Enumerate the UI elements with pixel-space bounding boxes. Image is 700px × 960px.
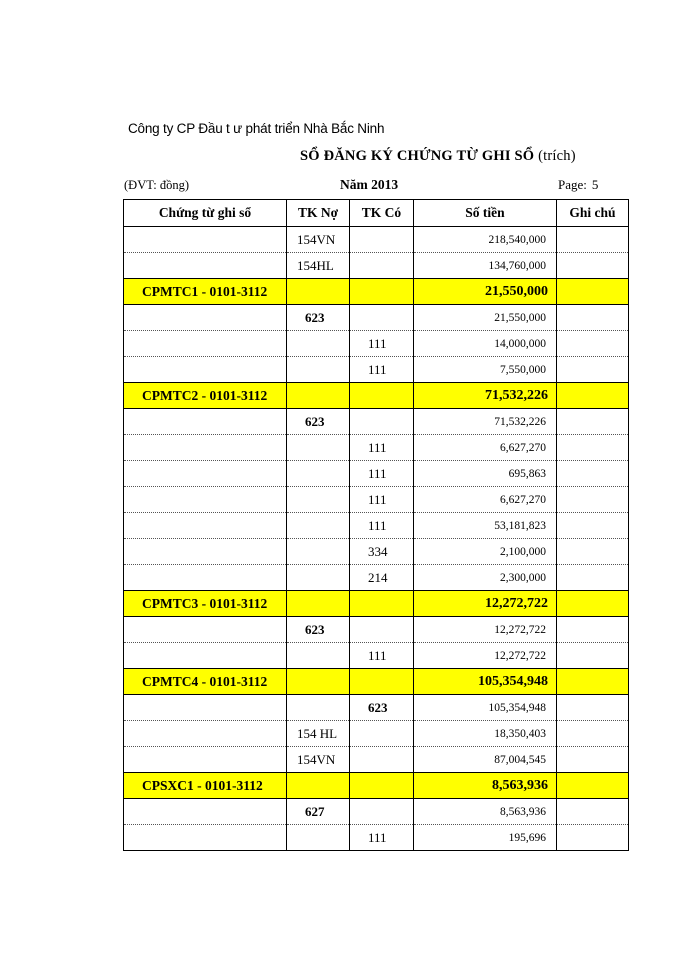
note-cell (557, 331, 629, 357)
currency-unit: (ĐVT: đồng) (124, 178, 189, 192)
page-indicator (558, 177, 598, 193)
debit-account-cell (287, 461, 350, 487)
voucher-register-table (123, 199, 629, 851)
credit-account-cell: 214 (350, 565, 414, 591)
amount-cell: 12,272,722 (414, 643, 557, 669)
credit-account-cell (350, 409, 414, 435)
amount-cell: 14,000,000 (414, 331, 557, 357)
credit-account-cell: 111 (350, 487, 414, 513)
debit-account-cell (287, 825, 350, 851)
voucher-cell (124, 513, 287, 539)
table-row (124, 487, 629, 513)
voucher-group-row (124, 773, 629, 799)
credit-account-cell: 111 (350, 331, 414, 357)
debit-account-cell: 154VN (287, 747, 350, 773)
note-cell (557, 409, 629, 435)
amount-cell: 8,563,936 (414, 799, 557, 825)
page-label: Page: (558, 177, 587, 192)
debit-account-cell (287, 487, 350, 513)
note-cell (557, 643, 629, 669)
table-row (124, 747, 629, 773)
credit-account-cell (350, 747, 414, 773)
table-row (124, 227, 629, 253)
debit-account-cell: 623 (287, 305, 350, 331)
debit-account-cell (287, 331, 350, 357)
voucher-cell (124, 331, 287, 357)
debit-account-cell (287, 695, 350, 721)
debit-account-cell: 154 HL (287, 721, 350, 747)
credit-account-cell (350, 253, 414, 279)
credit-account-cell (350, 799, 414, 825)
note-cell (557, 513, 629, 539)
table-row (124, 565, 629, 591)
column-header-credit-account: TK Có (350, 200, 414, 227)
voucher-cell (124, 539, 287, 565)
voucher-cell (124, 747, 287, 773)
amount-cell: 6,627,270 (414, 435, 557, 461)
note-cell (557, 747, 629, 773)
note-cell (557, 721, 629, 747)
amount-cell: 53,181,823 (414, 513, 557, 539)
voucher-cell: CPSXC1 - 0101-3112 (124, 773, 287, 799)
note-cell (557, 461, 629, 487)
note-cell (557, 799, 629, 825)
table-row (124, 721, 629, 747)
note-cell (557, 357, 629, 383)
amount-cell: 12,272,722 (414, 591, 557, 617)
voucher-cell (124, 253, 287, 279)
debit-account-cell (287, 513, 350, 539)
note-cell (557, 669, 629, 695)
table-row (124, 357, 629, 383)
credit-account-cell (350, 773, 414, 799)
debit-account-cell: 627 (287, 799, 350, 825)
voucher-cell (124, 695, 287, 721)
credit-account-cell: 111 (350, 357, 414, 383)
note-cell (557, 383, 629, 409)
voucher-cell: CPMTC2 - 0101-3112 (124, 383, 287, 409)
amount-cell: 695,863 (414, 461, 557, 487)
credit-account-cell (350, 617, 414, 643)
table-row (124, 461, 629, 487)
credit-account-cell (350, 669, 414, 695)
voucher-cell (124, 565, 287, 591)
amount-cell: 12,272,722 (414, 617, 557, 643)
amount-cell: 7,550,000 (414, 357, 557, 383)
voucher-cell (124, 825, 287, 851)
table-row (124, 643, 629, 669)
debit-account-cell: 623 (287, 617, 350, 643)
voucher-group-row (124, 383, 629, 409)
credit-account-cell (350, 591, 414, 617)
table-row (124, 305, 629, 331)
table-row (124, 513, 629, 539)
table-row (124, 695, 629, 721)
debit-account-cell (287, 357, 350, 383)
debit-account-cell: 623 (287, 409, 350, 435)
debit-account-cell (287, 669, 350, 695)
credit-account-cell (350, 279, 414, 305)
debit-account-cell (287, 591, 350, 617)
column-header-debit-account: TK Nợ (287, 200, 350, 227)
debit-account-cell (287, 435, 350, 461)
credit-account-cell (350, 305, 414, 331)
voucher-cell (124, 799, 287, 825)
company-name: Công ty CP Đầu t ư phát triển Nhà Bắc Ninh (128, 121, 385, 136)
voucher-group-row (124, 279, 629, 305)
voucher-cell (124, 461, 287, 487)
debit-account-cell (287, 539, 350, 565)
amount-cell: 87,004,545 (414, 747, 557, 773)
amount-cell: 71,532,226 (414, 383, 557, 409)
debit-account-cell: 154HL (287, 253, 350, 279)
table-header-row (124, 200, 629, 227)
table-row (124, 331, 629, 357)
debit-account-cell (287, 565, 350, 591)
note-cell (557, 773, 629, 799)
table-row (124, 253, 629, 279)
note-cell (557, 539, 629, 565)
voucher-cell (124, 409, 287, 435)
page-number: 5 (591, 177, 599, 192)
amount-cell: 134,760,000 (414, 253, 557, 279)
voucher-cell: CPMTC3 - 0101-3112 (124, 591, 287, 617)
note-cell (557, 305, 629, 331)
amount-cell: 2,100,000 (414, 539, 557, 565)
voucher-cell (124, 487, 287, 513)
credit-account-cell (350, 721, 414, 747)
voucher-cell: CPMTC1 - 0101-3112 (124, 279, 287, 305)
document-title (300, 148, 576, 165)
debit-account-cell (287, 383, 350, 409)
credit-account-cell: 111 (350, 513, 414, 539)
voucher-cell (124, 435, 287, 461)
table-row (124, 825, 629, 851)
document-title-main: SỔ ĐĂNG KÝ CHỨNG TỪ GHI SỔ (300, 148, 535, 164)
column-header-note: Ghi chú (557, 200, 629, 227)
note-cell (557, 279, 629, 305)
credit-account-cell: 111 (350, 643, 414, 669)
credit-account-cell: 111 (350, 435, 414, 461)
amount-cell: 21,550,000 (414, 279, 557, 305)
voucher-cell (124, 643, 287, 669)
voucher-cell (124, 357, 287, 383)
table-row (124, 617, 629, 643)
voucher-cell (124, 227, 287, 253)
amount-cell: 105,354,948 (414, 669, 557, 695)
credit-account-cell: 623 (350, 695, 414, 721)
note-cell (557, 565, 629, 591)
amount-cell: 218,540,000 (414, 227, 557, 253)
table-row (124, 539, 629, 565)
amount-cell: 71,532,226 (414, 409, 557, 435)
debit-account-cell (287, 279, 350, 305)
amount-cell: 21,550,000 (414, 305, 557, 331)
credit-account-cell (350, 383, 414, 409)
amount-cell: 8,563,936 (414, 773, 557, 799)
amount-cell: 195,696 (414, 825, 557, 851)
amount-cell: 6,627,270 (414, 487, 557, 513)
fiscal-year: Năm 2013 (340, 177, 399, 192)
note-cell (557, 617, 629, 643)
note-cell (557, 695, 629, 721)
note-cell (557, 591, 629, 617)
voucher-cell (124, 617, 287, 643)
table-row (124, 435, 629, 461)
note-cell (557, 487, 629, 513)
note-cell (557, 227, 629, 253)
credit-account-cell (350, 227, 414, 253)
credit-account-cell: 111 (350, 825, 414, 851)
note-cell (557, 825, 629, 851)
table-row (124, 409, 629, 435)
debit-account-cell: 154VN (287, 227, 350, 253)
amount-cell: 105,354,948 (414, 695, 557, 721)
note-cell (557, 435, 629, 461)
document-title-sub: (trích) (538, 148, 576, 164)
table-row (124, 799, 629, 825)
debit-account-cell (287, 773, 350, 799)
voucher-cell: CPMTC4 - 0101-3112 (124, 669, 287, 695)
amount-cell: 18,350,403 (414, 721, 557, 747)
voucher-cell (124, 305, 287, 331)
debit-account-cell (287, 643, 350, 669)
column-header-voucher: Chứng từ ghi sổ (124, 200, 287, 227)
credit-account-cell: 111 (350, 461, 414, 487)
column-header-amount: Số tiền (414, 200, 557, 227)
amount-cell: 2,300,000 (414, 565, 557, 591)
voucher-group-row (124, 591, 629, 617)
voucher-cell (124, 721, 287, 747)
voucher-group-row (124, 669, 629, 695)
credit-account-cell: 334 (350, 539, 414, 565)
note-cell (557, 253, 629, 279)
